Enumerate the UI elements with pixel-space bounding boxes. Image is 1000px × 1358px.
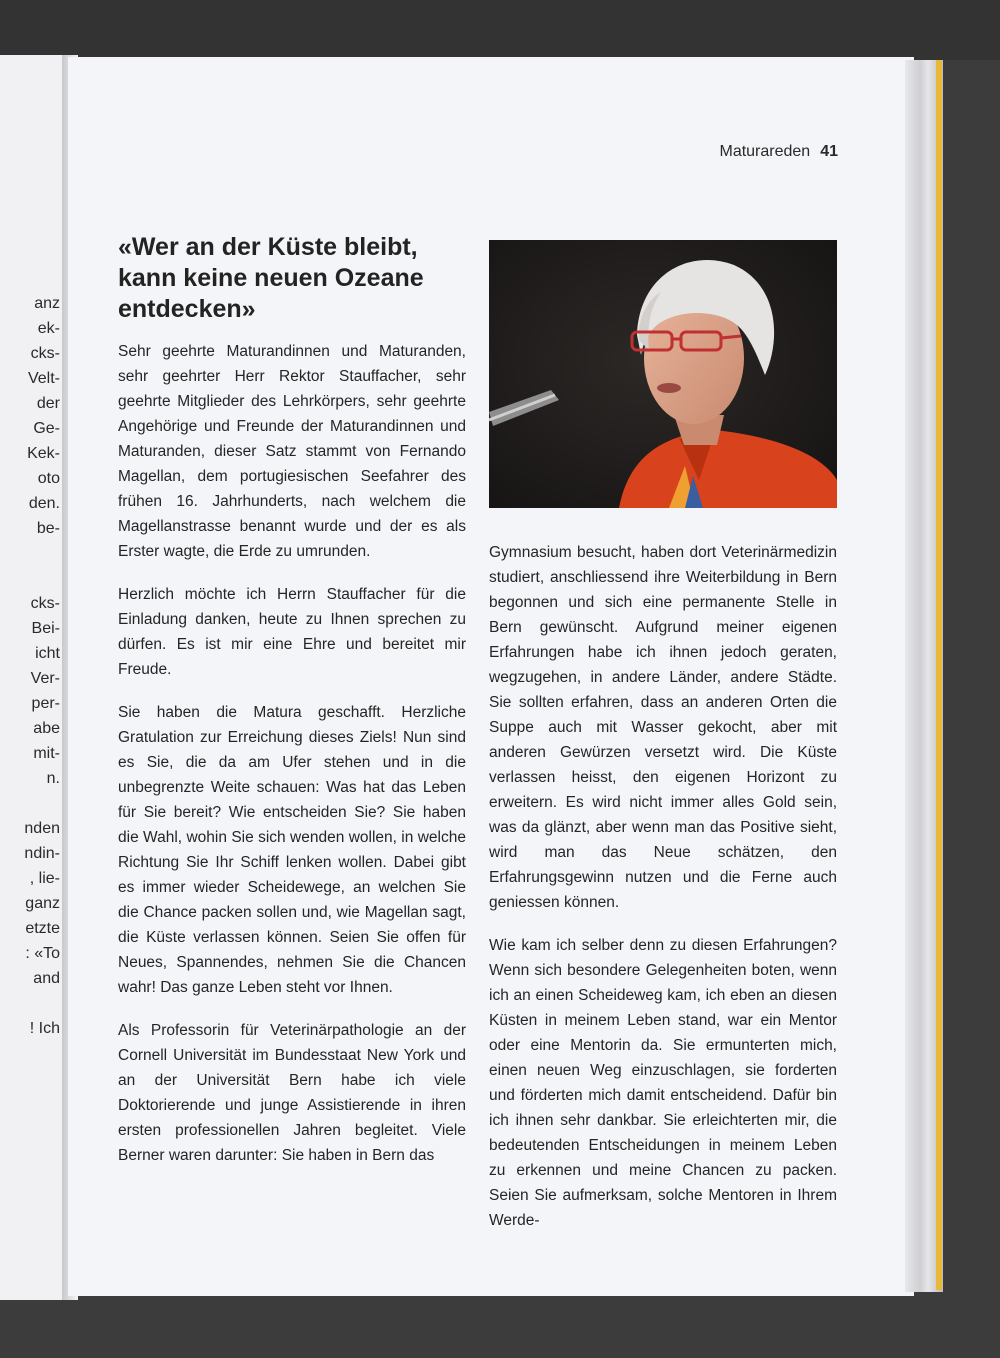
left-page-line: n.	[46, 770, 60, 787]
left-page-line: mit-	[33, 745, 60, 762]
left-page-line	[0, 566, 60, 591]
speaker-photo	[489, 240, 837, 508]
left-page-line: ek-	[37, 320, 60, 337]
left-page-line: , lie-	[29, 870, 60, 887]
left-page-line: per-	[31, 695, 60, 712]
left-page-line: ndin-	[24, 845, 60, 862]
left-page-line: Kek-	[27, 445, 60, 462]
paragraph: Herzlich möchte ich Herrn Stauffacher für die Einladung danken, heute zu Ihnen sprechen zu dürfen. Es ist mir eine Ehre und bereitet mir Freude.	[118, 586, 466, 678]
left-page-line: Velt-	[27, 370, 60, 387]
left-page-line: den.	[28, 495, 60, 512]
left-page-line: anz	[34, 295, 60, 312]
paragraph: Wie kam ich selber denn zu diesen Erfahrungen? Wenn sich besondere Gelegenheiten boten, wenn ich an einen Scheideweg kam, ich eben an diesen Küsten in meinem Leben stand, war ein Mentor oder eine Mentorin da. Sie ermunterten mich, einen neuen Weg einzuschlagen, sie forderten und förderten mich damit entscheidend. Dafür bin ich ihnen sehr dankbar. Sie erleichterten mir, die bedeutenden Entscheidungen in meinem Leben zu erkennen und meine Chancen zu packen. Seien Sie aufmerksam, solche Mentoren in Ihrem Werde-	[489, 937, 837, 1229]
left-page-line: Bei-	[31, 620, 60, 637]
left-page-line: cks-	[30, 345, 60, 362]
left-page-line: icht	[35, 645, 60, 662]
left-page-line: oto	[37, 470, 60, 487]
left-page-line: nden	[24, 820, 60, 837]
left-page-line: Ver-	[30, 670, 60, 687]
running-head	[0, 143, 838, 161]
section-title: Maturareden	[719, 143, 811, 160]
left-page-line: ! Ich	[29, 1020, 60, 1037]
left-page-line: etzte	[25, 920, 60, 937]
left-page-line: be-	[36, 520, 60, 537]
scanner-background	[0, 0, 1000, 60]
paragraph: Sie haben die Matura geschafft. Herzliche Gratulation zur Erreichung dieses Ziels! Nun sind es Sie, die da am Ufer stehen und in die unbegrenzte Weite schauen: Was hat das Leben für Sie bereit? Wie entscheiden Sie? Sie haben die Wahl, wohin Sie sich wenden wollen, in welche Richtung Sie Ihr Schiff lenken wollen. Dabei gibt es immer wieder Scheidewege, an welchen Sie die Chance packen sollen und, wie Magellan sagt, die Küste verlassen können. Seien Sie offen für Neues, Spannendes, nehmen Sie die Chancen wahr! Das ganze Leben steht vor Ihnen.	[118, 704, 466, 996]
left-page-line	[0, 991, 60, 1016]
bookmark-edge	[936, 60, 942, 1290]
paragraph: Als Professorin für Veterinärpathologie an der Cornell Universität im Bundesstaat New York und an der Universität Bern habe ich viele Doktorierende und junge Assistierende in ihren ersten professionellen Jahren begleitet. Viele Berner waren darunter: Sie haben in Bern das	[118, 1022, 466, 1164]
left-column	[118, 339, 466, 1186]
left-page-line	[0, 791, 60, 816]
article-headline: «Wer an der Küste bleibt, kann keine neuen Ozeane entdecken»	[118, 233, 424, 323]
left-page-line	[0, 541, 60, 566]
left-page-line: and	[33, 970, 60, 987]
speaker-photo-illustration	[489, 240, 837, 508]
left-page-line: Ge-	[33, 420, 60, 437]
paragraph: Sehr geehrte Maturandinnen und Maturanden, sehr geehrter Herr Rektor Stauffacher, sehr geehrte Mitglieder des Lehrkörpers, sehr geehrte Angehörige und Freunde der Maturandinnen und Maturanden, dieser Satz stammt von Fernando Magellan, dem portugiesischen Seefahrer des frühen 16. Jahrhunderts, nach welchem die Magellanstrasse benannt wurde und der es als Erster wagte, die Erde zu umrunden.	[118, 343, 466, 560]
right-column	[489, 540, 837, 1251]
left-page-line: : «To	[25, 945, 60, 962]
paragraph: Gymnasium besucht, haben dort Veterinärmedizin studiert, anschliessend ihre Weiterbildung in Bern begonnen und sich eine permanente Stelle in Bern gewünscht. Aufgrund meiner eigenen Erfahrungen habe ich ihnen jedoch geraten, wegzugehen, in andere Länder, andere Städte. Sie sollten erfahren, dass an anderen Orten die Suppe auch mit Wasser gekocht, aber mit anderen Gewürzen versetzt wird. Die Küste verlassen heisst, den eigenen Horizont zu erweitern. Es wird nicht immer alles Gold sein, was da glänzt, aber wenn man das Positive sieht, wird man das Neue schätzen, den Erfahrungsgewinn nutzen und die Ferne auch geniessen können.	[489, 544, 837, 911]
left-page-line: cks-	[30, 595, 60, 612]
left-page-line: abe	[33, 720, 60, 737]
left-page-line: der	[36, 395, 60, 412]
left-page-text-fragments	[0, 291, 60, 1041]
left-page-line: ganz	[25, 895, 60, 912]
page-number: 41	[820, 143, 838, 160]
